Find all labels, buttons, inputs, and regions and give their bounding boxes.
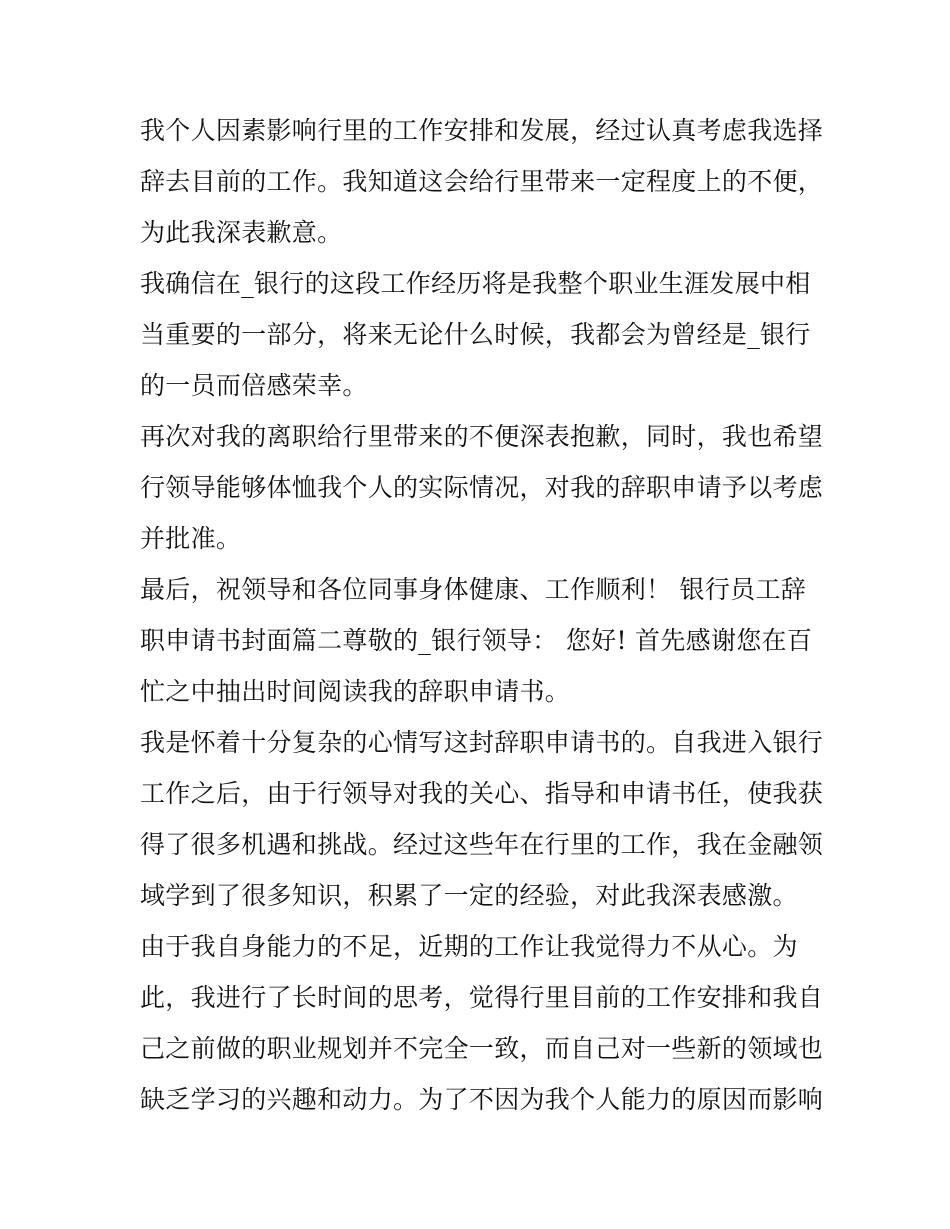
paragraph-6 [140,921,830,1125]
paragraph-3 [140,411,830,564]
text-line: 己之前做的职业规划并不完全一致，而自己对一些新的领域也 [140,1034,824,1063]
paragraph-4 [140,564,830,717]
text-line: 此，我进行了长时间的思考，觉得行里目前的工作安排和我自 [140,983,824,1012]
text-line: 行领导能够体恤我个人的实际情况，对我的辞职申请予以考虑 [140,473,824,502]
paragraph-2 [140,258,830,411]
text-line: 为此我深表歉意。 [140,218,343,247]
paragraph-1 [140,105,830,258]
text-line: 职申请书封面篇二尊敬的_银行领导： 您好! 首先感谢您在百 [140,626,813,655]
text-line: 由于我自身能力的不足，近期的工作让我觉得力不从心。为 [140,932,798,961]
text-line: 缺乏学习的兴趣和动力。为了不因为我个人能力的原因而影响 [140,1085,824,1114]
text-line: 域学到了很多知识，积累了一定的经验，对此我深表感激。 [140,881,798,910]
text-line: 再次对我的离职给行里带来的不便深表抱歉，同时，我也希望 [140,422,824,451]
text-line: 得了很多机遇和挑战。经过这些年在行里的工作，我在金融领 [140,830,824,859]
document-page [140,105,830,1125]
text-line: 当重要的一部分，将来无论什么时候，我都会为曾经是_银行 [140,320,811,349]
text-line: 辞去目前的工作。我知道这会给行里带来一定程度上的不便， [140,167,824,196]
text-line: 我确信在_银行的这段工作经历将是我整个职业生涯发展中相 [140,269,811,298]
text-line: 并批准。 [140,524,242,553]
text-line: 工作之后，由于行领导对我的关心、指导和申请书任，使我获 [140,779,824,808]
text-line: 我个人因素影响行里的工作安排和发展，经过认真考虑我选择 [140,116,824,145]
text-line: 忙之中抽出时间阅读我的辞职申请书。 [140,677,571,706]
text-line: 我是怀着十分复杂的心情写这封辞职申请书的。自我进入银行 [140,728,824,757]
text-line: 的一员而倍感荣幸。 [140,371,368,400]
text-line: 最后，祝领导和各位同事身体健康、工作顺利！ 银行员工辞 [140,575,807,604]
paragraph-5 [140,717,830,921]
